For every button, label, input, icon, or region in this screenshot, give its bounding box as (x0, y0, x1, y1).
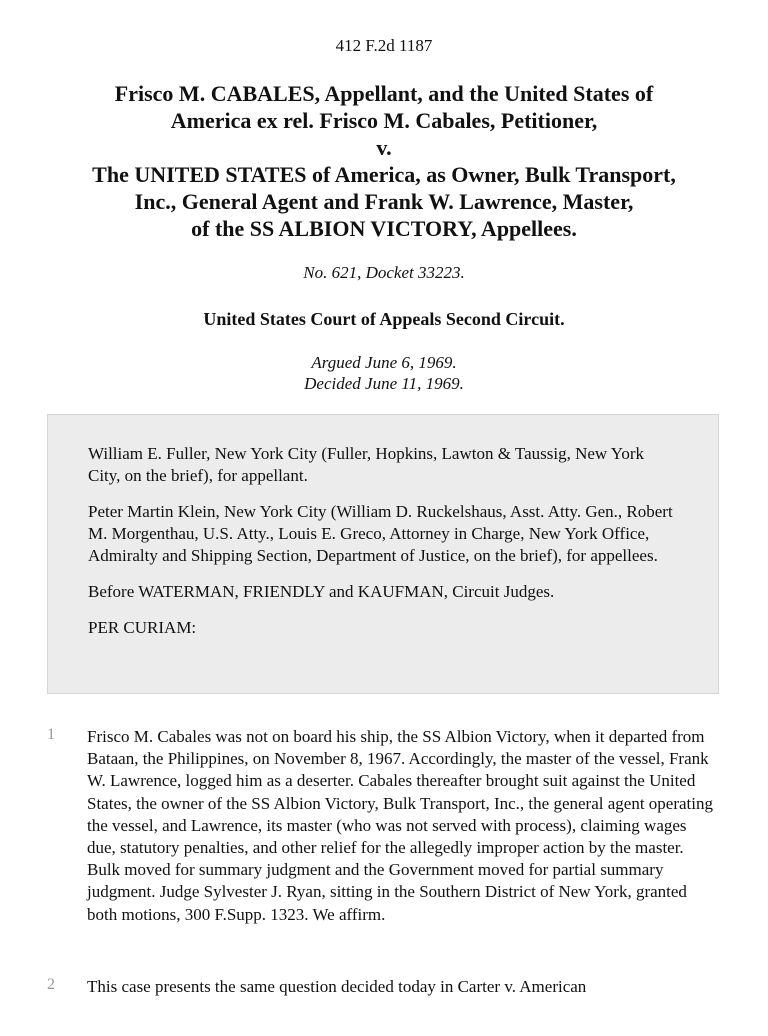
case-caption (20, 80, 748, 242)
opinion-paragraph (47, 726, 727, 956)
caption-line: of the SS ALBION VICTORY, Appellees. (191, 216, 577, 241)
counsel-box (47, 414, 719, 694)
bench-judges: Before WATERMAN, FRIENDLY and KAUFMAN, Circuit Judges. (88, 582, 555, 601)
caption-line: The UNITED STATES of America, as Owner, Bulk Transport, (92, 162, 676, 187)
case-dates (0, 352, 768, 394)
docket-number: No. 621, Docket 33223. (303, 263, 465, 282)
paragraph-number: 1 (47, 726, 55, 743)
caption-line: Frisco M. CABALES, Appellant, and the United States of (114, 81, 654, 106)
paragraph-text: Frisco M. Cabales was not on board his ship, the SS Albion Victory, when it departed from Bataan, the Philippines, on November 8, 1967. Accordingly, the master of the vessel, Frank W. Lawrence, logged him as a deserter. Cabales thereafter brought suit against the United States, the owner of the SS Albion Victory, Bulk Transport, Inc., the general agent operating the vessel, and Lawrence, its master (who was not served with process), claiming wages due, statutory penalties, and other relief for the allegedly improper action by the master. Bulk moved for summary judgment and the Government moved for partial summary judgment. Judge Sylvester J. Ryan, sitting in the Southern District of New York, granted both motions, 300 F.Supp. 1323. We affirm. (87, 727, 713, 924)
counsel-appellant: William E. Fuller, New York City (Fuller, Hopkins, Lawton & Taussig, New York City, on the brief), for appellant. (88, 444, 645, 485)
paragraph-number: 2 (47, 976, 55, 993)
caption-line: America ex rel. Frisco M. Cabales, Petitioner, (170, 108, 598, 133)
caption-versus: v. (376, 135, 392, 160)
counsel-appellees: Peter Martin Klein, New York City (William D. Ruckelshaus, Asst. Atty. Gen., Robert M. Morgenthau, U.S. Atty., Louis E. Greco, Attorney in Charge, New York Office, Admiralty and Shipping Section, Department of Justice, on the brief), for appellees. (88, 502, 673, 565)
per-curiam-heading: PER CURIAM: (88, 618, 197, 637)
paragraph-text: This case presents the same question decided today in Carter v. American (87, 977, 587, 996)
decided-date: Decided June 11, 1969. (304, 374, 464, 393)
opinion-paragraph (47, 976, 727, 1036)
argued-date: Argued June 6, 1969. (311, 353, 457, 372)
caption-line: Inc., General Agent and Frank W. Lawrence, Master, (134, 189, 634, 214)
case-citation: 412 F.2d 1187 (335, 36, 433, 55)
court-name: United States Court of Appeals Second Circuit. (203, 309, 565, 329)
